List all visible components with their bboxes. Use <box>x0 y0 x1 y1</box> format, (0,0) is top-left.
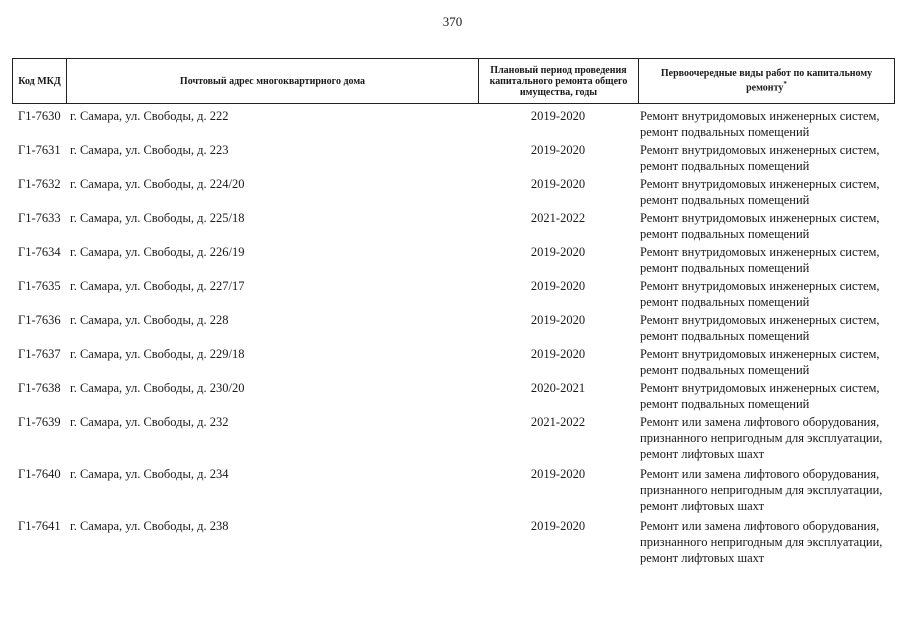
table-row <box>12 346 895 380</box>
row-address: г. Самара, ул. Свободы, д. 227/17 <box>70 279 245 293</box>
row-period: 2021-2022 <box>530 415 586 429</box>
header-period: Плановый период проведения капитального ремонта общего имущества, годы <box>479 59 639 103</box>
row-code: Г1-7631 <box>18 143 61 157</box>
row-address: г. Самара, ул. Свободы, д. 223 <box>70 143 229 157</box>
row-works: Ремонт внутридомовых инженерных систем, ремонт подвальных помещений <box>640 143 880 173</box>
row-address: г. Самара, ул. Свободы, д. 234 <box>70 467 229 481</box>
table-row <box>12 176 895 210</box>
row-works: Ремонт внутридомовых инженерных систем, ремонт подвальных помещений <box>640 211 880 241</box>
row-address: г. Самара, ул. Свободы, д. 225/18 <box>70 211 245 225</box>
row-address: г. Самара, ул. Свободы, д. 238 <box>70 519 229 533</box>
row-code: Г1-7632 <box>18 177 61 191</box>
header-works <box>639 59 894 103</box>
row-code: Г1-7633 <box>18 211 61 225</box>
page-number: 370 <box>442 14 463 29</box>
table-row <box>12 518 895 570</box>
table-row <box>12 142 895 176</box>
row-code: Г1-7638 <box>18 381 61 395</box>
row-works: Ремонт или замена лифтового оборудования, признанного непригодным для эксплуатации, ремонт лифтовых шахт <box>640 519 883 565</box>
row-period: 2019-2020 <box>530 245 586 259</box>
row-period: 2019-2020 <box>530 143 586 157</box>
row-code: Г1-7639 <box>18 415 61 429</box>
row-address: г. Самара, ул. Свободы, д. 232 <box>70 415 229 429</box>
row-address: г. Самара, ул. Свободы, д. 230/20 <box>70 381 245 395</box>
table-header <box>12 58 895 104</box>
row-period: 2019-2020 <box>530 279 586 293</box>
row-works: Ремонт внутридомовых инженерных систем, ремонт подвальных помещений <box>640 177 880 207</box>
row-period: 2019-2020 <box>530 177 586 191</box>
row-address: г. Самара, ул. Свободы, д. 228 <box>70 313 229 327</box>
row-code: Г1-7636 <box>18 313 61 327</box>
row-works: Ремонт внутридомовых инженерных систем, ремонт подвальных помещений <box>640 347 880 377</box>
row-code: Г1-7637 <box>18 347 61 361</box>
table-row <box>12 108 895 142</box>
table-row <box>12 466 895 518</box>
table-row <box>12 210 895 244</box>
header-address: Почтовый адрес многоквартирного дома <box>67 59 479 103</box>
row-works: Ремонт внутридомовых инженерных систем, ремонт подвальных помещений <box>640 381 880 411</box>
table-body <box>12 108 895 570</box>
row-works: Ремонт внутридомовых инженерных систем, ремонт подвальных помещений <box>640 279 880 309</box>
row-code: Г1-7635 <box>18 279 61 293</box>
table-row <box>12 278 895 312</box>
header-code: Код МКД <box>13 59 67 103</box>
row-period: 2019-2020 <box>530 467 586 481</box>
row-works: Ремонт внутридомовых инженерных систем, ремонт подвальных помещений <box>640 245 880 275</box>
row-code: Г1-7634 <box>18 245 61 259</box>
row-address: г. Самара, ул. Свободы, д. 229/18 <box>70 347 245 361</box>
row-works: Ремонт внутридомовых инженерных систем, ремонт подвальных помещений <box>640 313 880 343</box>
row-works: Ремонт или замена лифтового оборудования, признанного непригодным для эксплуатации, ремонт лифтовых шахт <box>640 467 883 513</box>
row-code: Г1-7640 <box>18 467 61 481</box>
table-row <box>12 380 895 414</box>
row-period: 2019-2020 <box>530 109 586 123</box>
row-address: г. Самара, ул. Свободы, д. 222 <box>70 109 229 123</box>
table-row <box>12 414 895 466</box>
row-period: 2021-2022 <box>530 211 586 225</box>
row-period: 2019-2020 <box>530 313 586 327</box>
table-row <box>12 312 895 346</box>
row-address: г. Самара, ул. Свободы, д. 224/20 <box>70 177 245 191</box>
header-works-footnote: * <box>783 80 787 89</box>
row-works: Ремонт внутридомовых инженерных систем, ремонт подвальных помещений <box>640 109 880 139</box>
row-code: Г1-7630 <box>18 109 61 123</box>
row-works: Ремонт или замена лифтового оборудования, признанного непригодным для эксплуатации, ремонт лифтовых шахт <box>640 415 883 461</box>
table-row <box>12 244 895 278</box>
row-code: Г1-7641 <box>18 519 61 533</box>
row-address: г. Самара, ул. Свободы, д. 226/19 <box>70 245 245 259</box>
header-works-label: Первоочередные виды работ по капитальному ремонту <box>660 68 873 94</box>
row-period: 2019-2020 <box>530 519 586 533</box>
row-period: 2019-2020 <box>530 347 586 361</box>
row-period: 2020-2021 <box>530 381 586 395</box>
